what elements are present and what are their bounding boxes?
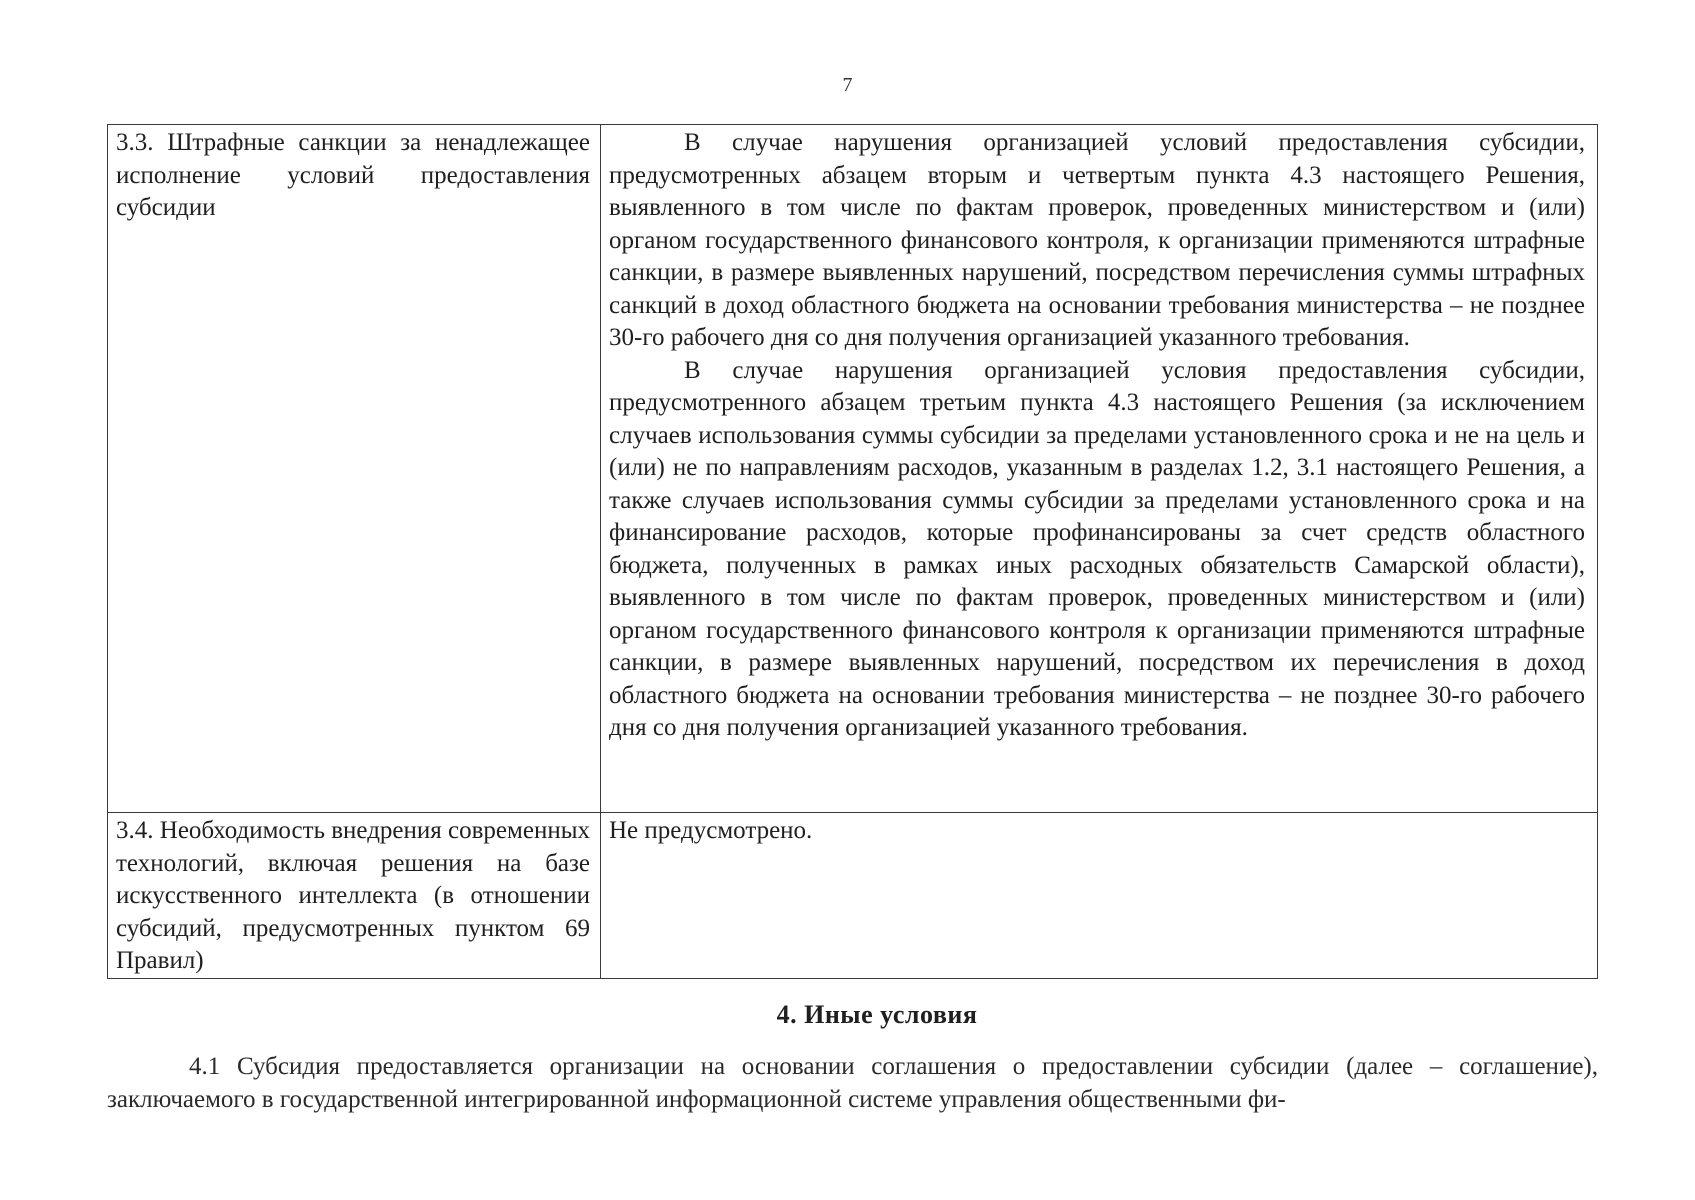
row-label: 3.3. Штрафные санкции за ненадлежащее исполнение условий предоставления субсидии <box>108 125 601 813</box>
paragraph: В случае нарушения организацией условий предоставления субсидии, предусмотренных абзацем вторым и четвертым пункта 4.3 настоящего Решения, выявленного в том числе по фактам проверок, проведенных министерством и (или) органом государственного финансового контроля, к организации применяются штрафные санкции, в размере выявленных нарушений, посредством перечисления суммы штрафных санкций в доход областного бюджета на основании требования министерства – не позднее 30-го рабочего дня со дня получения организацией указанного требования. <box>609 129 1585 351</box>
paragraph: В случае нарушения организацией условия предоставления субсидии, предусмотренного абзацем третьим пункта 4.3 настоящего Решения (за исключением случаев использования суммы субсидии за пределами установленного срока и не на цель и (или) не по направлениям расходов, указанным в разделах 1.2, 3.1 настоящего Решения, а также случаев использования суммы субсидии за пределами установленного срока и на финансирование расходов, которые профинансированы за счет средств областного бюджета, полученных в рамках иных расходных обязательств Самарской области), выявленного в том числе по фактам проверок, проведенных министерством и (или) органом государственного финансового контроля к организации применяются штрафные санкции, в размере выявленных нарушений, посредством их перечисления в доход областного бюджета на основании требования министерства – не позднее 30-го рабочего дня со дня получения организацией указанного требования. <box>609 356 1585 741</box>
row-value <box>601 125 1598 813</box>
table-row <box>108 813 1598 979</box>
section-heading: 4. Иные условия <box>776 1000 978 1029</box>
body-paragraph: 4.1 Субсидия предоставляется организации на основании соглашения о предоставлении субсидии (далее – соглашение), заключаемого в государственной интегрированной информационной системе управления общественными фи- <box>107 1053 1598 1113</box>
row-value <box>601 813 1598 979</box>
paragraph: Не предусмотрено. <box>609 817 813 844</box>
row-label: 3.4. Необходимость внедрения современных технологий, включая решения на базе искусственного интеллекта (в отношении субсидий, предусмотренных пунктом 69 Правил) <box>108 813 601 979</box>
conditions-table <box>107 124 1598 979</box>
table-row <box>108 125 1598 813</box>
page-number: 7 <box>842 74 853 96</box>
